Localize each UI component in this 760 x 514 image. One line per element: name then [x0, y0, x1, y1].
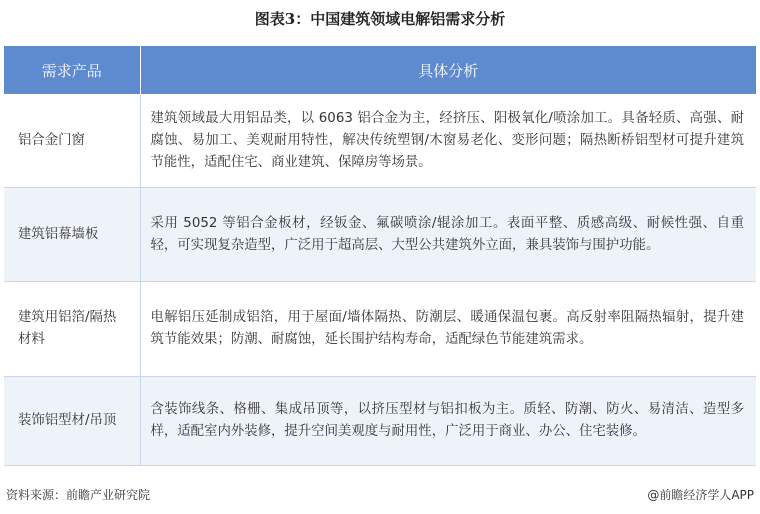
detail-cell: 电解铝压延制成铝箔，用于屋面/墙体隔热、防潮层、暖通保温包裹。高反射率阻隔热辐射，提升建筑节能效果；防潮、耐腐蚀，延长围护结构寿命，适配绿色节能建筑需求。: [140, 282, 756, 377]
product-cell: 铝合金门窗: [4, 94, 140, 188]
demand-analysis-table: [4, 46, 756, 466]
detail-cell: 采用 5052 等铝合金板材，经钣金、氟碳喷涂/辊涂加工。表面平整、质感高级、耐候性强、自重轻，可实现复杂造型，广泛用于超高层、大型公共建筑外立面，兼具装饰与围护功能。: [140, 188, 756, 282]
product-cell: 装饰铝型材/吊顶: [4, 377, 140, 466]
brand-credit-text: @前瞻经济学人APP: [647, 488, 754, 502]
detail-cell: 建筑领域最大用铝品类，以 6063 铝合金为主，经挤压、阳极氧化/喷涂加工。具备轻质、高强、耐腐蚀、易加工、美观耐用特性，解决传统塑钢/木窗易老化、变形问题；隔热断桥铝型材可提升建筑节能性，适配住宅、商业建筑、保障房等场景。: [140, 94, 756, 188]
product-cell: 建筑用铝箔/隔热材料: [4, 282, 140, 377]
product-cell: 建筑铝幕墙板: [4, 188, 140, 282]
detail-cell: 含装饰线条、格栅、集成吊顶等，以挤压型材与铝扣板为主。质轻、防潮、防火、易清洁、造型多样，适配室内外装修，提升空间美观度与耐用性，广泛用于商业、办公、住宅装修。: [140, 377, 756, 466]
table-row: [4, 188, 756, 282]
table-row: [4, 94, 756, 188]
header-detail: 具体分析: [140, 46, 756, 94]
table-row: [4, 282, 756, 377]
header-product: 需求产品: [4, 46, 140, 94]
table-row: [4, 377, 756, 466]
table-header-row: [4, 46, 756, 94]
brand-credit: [647, 486, 754, 503]
source-note: 资料来源：前瞻产业研究院: [6, 488, 151, 502]
figure-title: 图表3：中国建筑领域电解铝需求分析: [254, 10, 506, 28]
